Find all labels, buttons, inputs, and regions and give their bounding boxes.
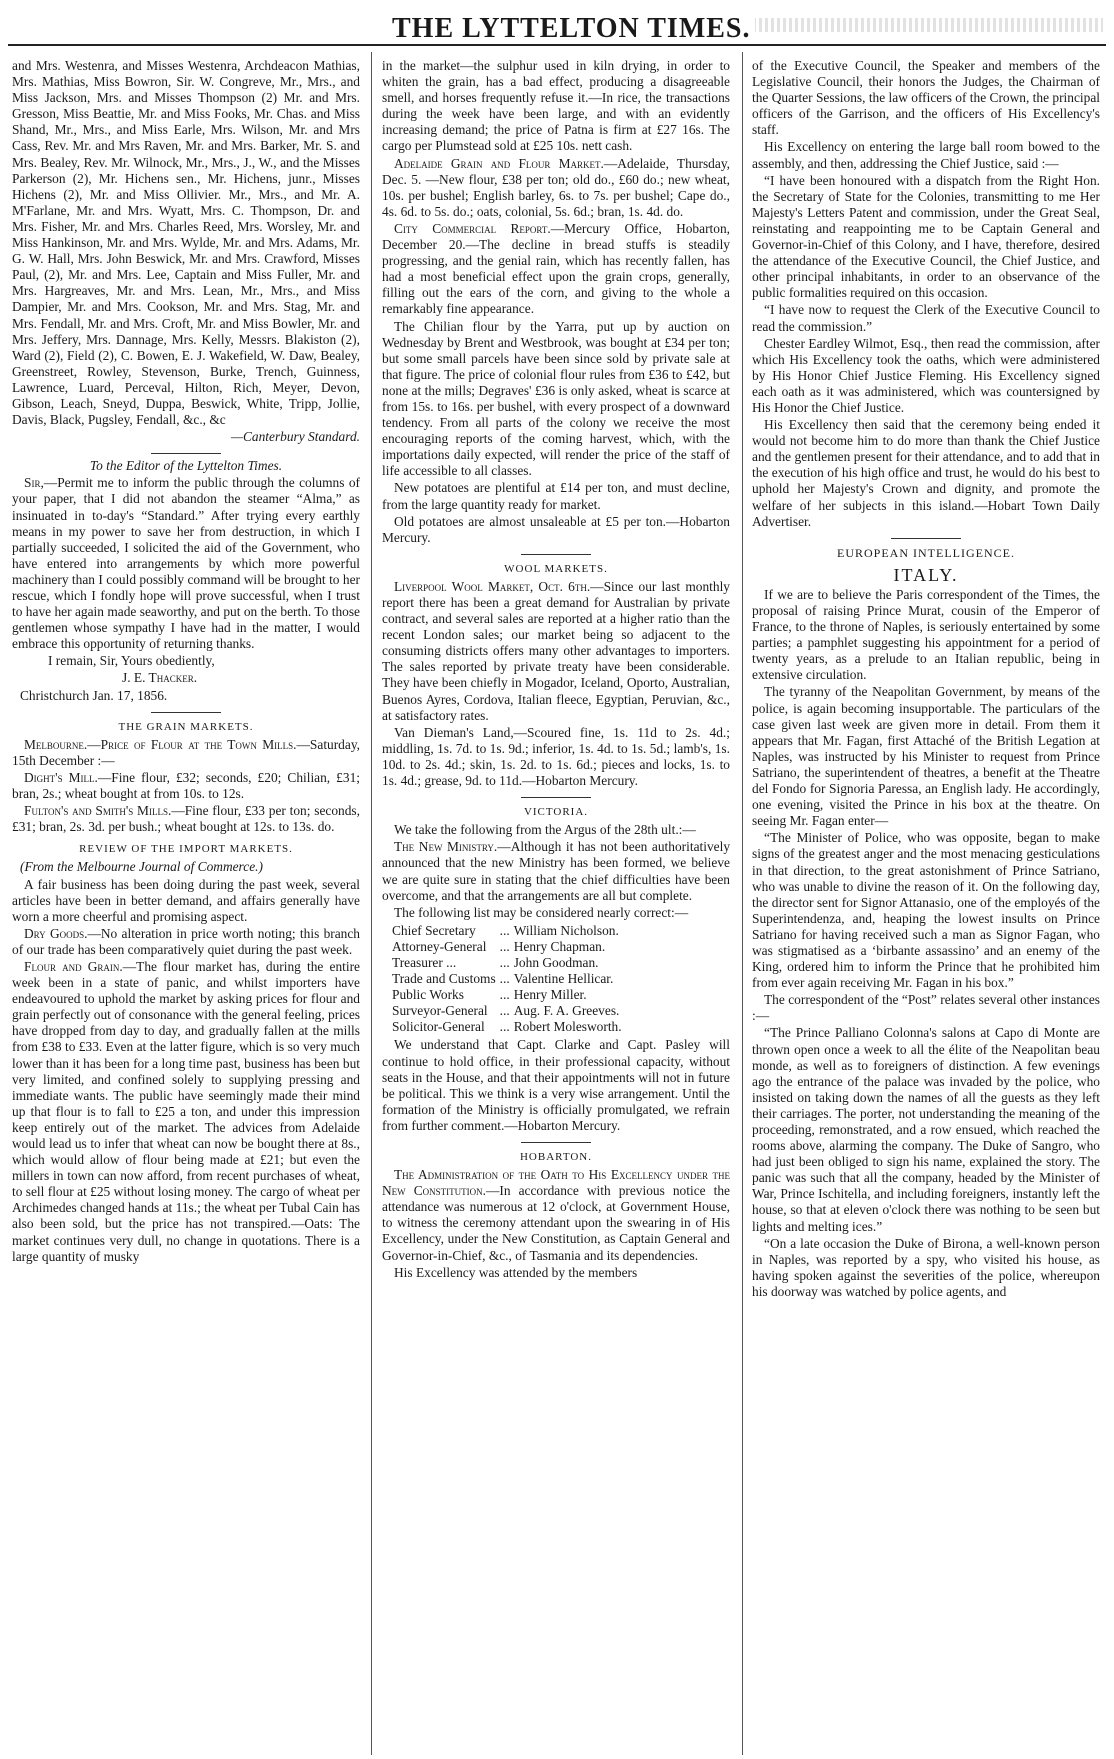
oath-text: —In accordance with previous notice the attendance was numerous at 12 o'clock, at Government House, to witness the ceremony attendant upon the swearing in of His Excellency, under the New Constitution, as Captain General and Governor-in-Chief, &c., of Tasmania and its dependencies.	[382, 1183, 730, 1263]
ministry-name: William Nicholson.	[513, 922, 619, 938]
letter-closing: I remain, Sir, Yours obediently,	[48, 653, 215, 669]
old-potatoes: Old potatoes are almost unsaleable at £5 per ton.—Hobarton Mercury.	[382, 513, 730, 545]
import-markets-heading: REVIEW OF THE IMPORT MARKETS.	[79, 843, 293, 856]
speech-quote-1: “I have been honoured with a dispatch from the Right Hon. the Secretary of State for the Colonies, transmitting to me Her Majesty's Letters Patent and commission, under the Great Seal, reinstating and reappointing me to be Captain General and Governor-in-Chief of this Colony, and I have, therefore, desired the attendance of the Executive Council, the Chief Justice, and other principal inhabitants, in order to an observance of the public formalities required on this occasion.	[752, 172, 1100, 301]
fultons-text: —Fine flour, £33 per ton; seconds, £31; bran, 2s. 3d. per bush.; wheat bought at 12s. to 13s. do.	[12, 803, 360, 835]
flour-lead: Flour and Grain.	[24, 958, 123, 974]
council-continuation: of the Executive Council, the Speaker and members of the Legislative Council, their honors the Judges, the Chairman of the Quarter Sessions, the law officers of the Crown, the principal officers of the Garrison, and the officers of His Excellency's staff.	[752, 58, 1100, 138]
letter-signature: J. E. Thacker.	[122, 670, 198, 686]
adelaide-lead: Adelaide Grain and Flour Market.	[394, 155, 604, 171]
section-rule	[891, 538, 961, 539]
new-ministry	[382, 839, 730, 903]
italy-para-2: The tyranny of the Neapolitan Government, by means of the police, is again becoming insupportable. The particulars of the case given last week are given more in detail. From them it appears that Mr. Fagan, first Attaché of the British Legation at Naples, was instructed by his Minister to request from Prince Satriano, the superintendent of theatres, a benefit at the Theatre del Fondo for Signoria Paressa, an English lady. He accordingly, one evening, visited the Prince in his box at the theatre. On seeing Mr. Fagan enter—	[752, 684, 1100, 829]
section-rule	[521, 797, 591, 798]
city-report	[382, 221, 730, 318]
letter-opening: Sir,	[24, 475, 44, 491]
ministry-dots: ...	[499, 971, 510, 987]
speech-quote-2: “I have now to request the Clerk of the Executive Council to read the commission.”	[752, 302, 1100, 334]
wool-markets-heading: WOOL MARKETS.	[504, 562, 608, 575]
ministry-text: —Although it has not been authoritatively announced that the new Ministry has been formed, we believe we are quite sure in stating that the chief difficulties have been overcome, and that the arrangements are all but complete.	[382, 839, 730, 903]
european-heading: EUROPEAN INTELLIGENCE.	[837, 545, 1015, 560]
adelaide-text: —Adelaide, Thursday, Dec. 5. —New flour, £38 per ton; old do., £60 do.; new wheat, 10s. per bushel; English barley, 6s. to 7s. per bushel; Cape do., 4s. 6d. to 5s. do.; oats, colonial, 5s. 6d.; bran, 1s. 4d. do.	[382, 155, 730, 219]
dry-goods-lead: Dry Goods.	[24, 925, 88, 941]
oath-administration	[382, 1167, 730, 1264]
masthead-ornament	[753, 18, 1103, 32]
column-3	[752, 58, 1100, 1753]
ministry-dots: ...	[499, 938, 510, 954]
italy-para-5: “The Prince Palliano Colonna's salons at Capo di Monte are thrown open once a week to all the élite of the Neapolitan beau monde, as well as to foreigners of distinction. A few evenings ago the entrance of the palace was invaded by the police, who insisted on taking down the names of all the guests as they left their carriages. The porter, not understanding the meaning of the proceeding, remonstrated, and a row ensued, which reached the rooms above, alarming the company. The Duke of Sangro, who had just been obliged to sign his name, explained the story. The panic was such that all the company, headed by the Minister of War, Prince Ischitella, and including foreigners, instantly left the house, so that at eleven o'clock there was nothing to be seen but lights and melting ices.”	[752, 1025, 1100, 1234]
ministry-name: Robert Molesworth.	[513, 1019, 622, 1035]
ministry-dots: ...	[499, 1019, 510, 1035]
italy-para-1: If we are to believe the Paris correspondent of the Times, the proposal of raising Prince Murat, cousin of the Emperor of France, to the throne of Naples, is seriously entertained by some parties; a pamphlet suggesting his appointment for a period of twenty years, as a prelude to an Italian republic, being in extensive circulation.	[752, 586, 1100, 683]
adelaide-market	[382, 156, 730, 220]
fultons-lead: Fulton's and Smith's Mills.	[24, 803, 172, 819]
victoria-intro: We take the following from the Argus of the 28th ult.:—	[394, 822, 696, 838]
new-potatoes: New potatoes are plentiful at £14 per ton, and must decline, from the large quantity ready for market.	[382, 480, 730, 512]
society-source: —Canterbury Standard.	[231, 429, 360, 445]
italy-para-6: “On a late occasion the Duke of Birona, a well-known person in Naples, was reported by a spy, who visited his house, as having spoken against the severities of the police, whereupon his doorway was watched by police agents, and	[752, 1235, 1100, 1299]
hobarton-heading: HOBARTON.	[519, 1151, 592, 1163]
ministry-row	[392, 987, 626, 1003]
ministry-office: Chief Secretary	[392, 922, 476, 938]
ministry-row	[392, 971, 626, 987]
ministry-dots: ...	[499, 954, 510, 970]
grain-markets-heading: THE GRAIN MARKETS.	[118, 720, 254, 733]
italy-heading: ITALY.	[893, 564, 959, 585]
wool-lead: Liverpool Wool Market, Oct. 6th.	[394, 578, 591, 594]
letter-text: —Permit me to inform the public through the columns of your paper, that I did not abandon the steamer “Alma,” as insinuated in to-day's “Standard.” After trying every earthly means in my power to save her from destruction, in which I partially succeeded, I solicited the aid of the Government, who have entered into arrangements by which more powerful machinery than I could possibly command will be brought to her rescue, which I fondly hope will prove successful, when I trust to have her again made seaworthy, and put on the berth. To those gentlemen whose sympathy I have had in the matter, I would embrace this opportunity of returning thanks.	[12, 475, 360, 652]
city-lead: City Commercial Report.	[394, 220, 551, 236]
wilmot-reads: Chester Eardley Wilmot, Esq., then read the commission, after which His Excellency took the oaths, which were administered by His Honor Chief Justice Fleming. His Excellency signed each oath as it was administered, which was countersigned by His Honor the Chief Justice.	[752, 335, 1100, 415]
ballroom-entry: His Excellency on entering the large ball room bowed to the assembly, and then, addressing the Chief Justice, said :—	[752, 139, 1100, 171]
melbourne-date: —Saturday, 15th December :—	[12, 736, 360, 768]
ministry-office: Solicitor-General	[392, 1019, 485, 1035]
ministry-row	[392, 1003, 626, 1019]
chilian-flour: The Chilian flour by the Yarra, put up by auction on Wednesday by Brent and Westbrook, was bought at £34 per ton; but some small parcels have been since sold by private sale at that figure. The price of colonial flour rules from £36 to £42, but none at the mills; Degraves' £36 is only asked, wheat is scarce at from 15s. to 16s. per bushel, with every prospect of a downward tendency. From all parts of the colony we receive the most encouraging reports of the coming harvest, which, with the importations daily expected, will render the price of the staff of life accessible to all classes.	[382, 318, 730, 479]
section-rule	[521, 554, 591, 555]
masthead-rule	[8, 44, 1106, 46]
ministry-office: Public Works	[392, 987, 464, 1003]
ministry-dots: ...	[499, 1003, 510, 1019]
ministry-office: Trade and Customs	[392, 971, 496, 987]
ministry-name: Valentine Hellicar.	[513, 971, 614, 987]
dights-mill	[12, 770, 360, 802]
ministry-dots: ...	[499, 987, 510, 1003]
ministry-dots: ...	[499, 922, 510, 938]
fultons-mills	[12, 803, 360, 835]
dry-goods-text: —No alteration in price worth noting; this branch of our trade has been comparatively quiet during the past week.	[12, 925, 360, 957]
ministry-name: Aug. F. A. Greeves.	[513, 1003, 620, 1019]
import-source: (From the Melbourne Journal of Commerce.)	[20, 859, 263, 875]
column-divider	[371, 52, 372, 1755]
ministry-office: Treasurer ...	[392, 954, 457, 970]
flour-text: —The flour market has, during the entire week been in a state of panic, and whilst importers have endeavoured to uphold the market by asking prices for flour and grain perfectly out of consonance with the general feeling, prices have dropped from day to day, and gradually fallen at the mills from £38 to £33. Even at the latter figure, which is so very much lower than it has been for a long time past, business has been but very limited, and confined solely to supplying pressing and immediate wants. The public have seemingly made their mind up that flour is to fall to £25 a ton, and under this impression keep entirely out of the market. The advices from Adelaide would lead us to infer that wheat can now be bought there at 8s., which would allow of flour being made at £21; but even the millers in town can now afford, from recent purchases of wheat, to sell flour at £25 without losing money. The cargo of wheat per Archimedes changed hands at 11s.; the wheat per Tubal Cain has also been sold, but the price has not transpired.—Oats: The market continues very dull, no change in quotations. There is a large quantity of musky	[12, 958, 360, 1264]
victoria-heading: VICTORIA.	[523, 806, 589, 819]
ceremony-ended: His Excellency then said that the ceremony being ended it would not become him to do more than thank the Chief Justice and the gentlemen present for their attendance, and to add that in the execution of his high office and trust, he would do his best to uphold her Majesty's Crown and dignity, and promote the welfare of her subjects in this island.—Hobart Town Daily Advertiser.	[752, 417, 1100, 529]
ministry-name: Henry Chapman.	[513, 938, 606, 954]
italy-para-4: The correspondent of the “Post” relates several other instances :—	[752, 992, 1100, 1024]
melbourne-lead: Melbourne.—Price of Flour at the Town Mills.	[24, 736, 297, 752]
section-rule	[521, 1142, 591, 1143]
ministry-row	[392, 939, 626, 955]
letter-body	[12, 475, 360, 652]
ministry-name: John Goodman.	[513, 954, 599, 970]
wool-text: —Since our last monthly report there has been a great demand for Australian by private contract, and several sales are reported at a higher ratio than the recent London sales; our market being so adjacent to the consuming districts offers many other advantages to importers. The sales reported by private treaty have been considerable. They have been chiefly in Mogador, Iceland, Oporto, Australian, Buenos Ayres, Cordova, Italian fleece, Egyptian, Peruvian, &c., at satisfactory rates.	[382, 578, 730, 723]
dights-lead: Dight's Mill.	[24, 769, 98, 785]
ministry-lead: The New Ministry.	[394, 839, 498, 855]
dights-text: —Fine flour, £32; seconds, £20; Chilian, £31; bran, 2s.; wheat bought at from 10s. to 12s.	[12, 769, 360, 802]
dry-goods	[12, 926, 360, 958]
section-rule	[151, 712, 221, 713]
import-intro: A fair business has been doing during the past week, several articles have been in better demand, and affairs generally have worn a more cheerful and promising aspect.	[12, 876, 360, 924]
melbourne-mills	[12, 737, 360, 769]
section-rule	[151, 453, 221, 454]
liverpool-wool	[382, 579, 730, 724]
musky-continuation: in the market—the sulphur used in kiln drying, in order to whiten the grain, has a bad effect, producing a disagreeable smell, and horses frequently refuse it.—In rice, the transactions during the week have been large, and with an evidently increasing demand; the price of Patna is firm at £27 16s. The cargo per Plumstead sold at £25 10s. nett cash.	[382, 58, 730, 154]
masthead	[8, 0, 1106, 50]
letter-heading: To the Editor of the Lyttelton Times.	[89, 458, 283, 474]
list-intro: The following list may be considered nearly correct:—	[394, 904, 689, 920]
ministry-row	[392, 955, 626, 971]
ministry-row	[392, 1019, 626, 1035]
newspaper-title: THE LYTTELTON TIMES.	[388, 14, 755, 44]
italy-para-3: “The Minister of Police, who was opposite, began to make signs of the greatest anger and the most menacing gesticulations in that direction, to the great astonishment of Prince Satriano, who was unable to divine the reason of it. On the following day, the director sent for Signor Attanasio, one of the employés of the Superintendenza, and, heaping the lowest insults on Prince Satriano for having received such a man as Signor Fagan, who was stigmatised as a ‘birbante assassino’ and an enemy of the King, ordered him to inform the Prince that he prohibited him from ever again receiving Mr. Fagan in his box.”	[752, 830, 1100, 991]
letter-place-date: Christchurch Jan. 17, 1856.	[20, 687, 168, 703]
ministry-name: Henry Miller.	[513, 987, 587, 1003]
clarke-pasley: We understand that Capt. Clarke and Capt. Pasley will continue to hold office, in their professional capacity, without seats in the House, and that their appointments will not in future be political. This we think is a very wise arrangement. Until the formation of the Ministry is officially promulgated, we refrain from further comment.—Hobarton Mercury.	[382, 1037, 730, 1133]
attended: His Excellency was attended by the members	[394, 1264, 638, 1280]
column-2	[382, 58, 730, 1753]
oath-lead: The Administration of the Oath to His Excellency under the New Constitution.	[382, 1167, 730, 1199]
ministry-office: Attorney-General	[392, 938, 487, 954]
society-list: and Mrs. Westenra, and Misses Westenra, Archdeacon Mathias, Mrs. Mathias, Miss Bowron, Sir. W. Congreve, Mr., Mrs., and Miss Jackson, Mrs. and Misses Thompson (2) Mr. and Mrs. Gresson, Miss Beattie, Mr. and Miss Fooks, Mr. Chas. and Miss Shand, Mr., Mrs., and Miss Earle, Mrs. Wilson, Mr. and Mrs Cass, Rev. Mr. and Mrs Raven, Mr. and Mrs. Barker, Mr. S. and Mrs. Bealey, Rev. Mr. Wilnock, Mr., Mrs., J., W., and the Misses Parkerson (2), Mr. Hichens sen., Mr. Hichens, junr., Misses Hichens (2), Mr. and Miss Ollivier. Mr., Mrs., and Mr. A. M'Farlane, Mr. and Mrs. Wyatt, Mrs. C. Thompson, Dr. and Mrs. Fisher, Mr. and Mrs. Charles Reed, Mrs. Worsley, Mr. and Miss Hankinson, Mr. and Mrs. Wylde, Mr. and Mrs. Adams, Mr. G. W. Hall, Mrs. John Beswick, Mr. and Mrs. Crawford, Misses Paul, (2), Mr. and Mrs. Lee, Captain and Miss Fuller, Mr. and Mrs. Hargreaves, Mr. and Mrs. Lean, Mr., Mrs., and Miss Dampier, Mr. and Mrs. Cookson, Mr. and Mrs. Stag, Mr. and Mrs. Fendall, Mr. and Mrs. Croft, Mr. and Miss Bowler, Mr. and Mrs. Jeffery, Mrs. Dannage, Mrs. Kelly, Messrs. Blakiston (2), Ward (2), Field (2), C. Bowen, E. J. Wakefield, W. Daw, Bealey, Greenstreet, Rowley, Stevenson, Burke, Trench, Guinness, Lawrence, Luard, Perceval, Hilton, Rich, Meyer, Devon, Gibson, Leach, Sneyd, Duppa, Beswick, White, Tripp, Jollie, Davis, Black, Pugsley, Fendall, &c., &c	[12, 58, 360, 428]
column-1	[12, 58, 360, 1753]
ministry-office: Surveyor-General	[392, 1003, 488, 1019]
vdl-wool: Van Dieman's Land,—Scoured fine, 1s. 11d to 2s. 4d.; middling, 1s. 7d. to 1s. 9d.; inferior, 1s. 4d. to 1s. 5d.; lamb's, 1s. 10d. to 2s. 4d.; skin, 1s. 2d. to 1s. 6d.; pieces and locks, 1s. to 1s. 4d.; grease, 9d. to 11d.—Hobarton Mercury.	[382, 724, 730, 789]
flour-grain	[12, 959, 360, 1265]
ministry-list	[392, 923, 626, 1036]
column-divider	[742, 52, 743, 1755]
ministry-row	[392, 923, 626, 939]
city-text: —Mercury Office, Hobarton, December 20.—The decline in bread stuffs is steadily progressing, and the genial rain, which has recently fallen, has had a most beneficial effect upon the grain crops, generally, filling out the ears of the corn, and giving to the whole a remarkably fine appearance.	[382, 220, 730, 317]
